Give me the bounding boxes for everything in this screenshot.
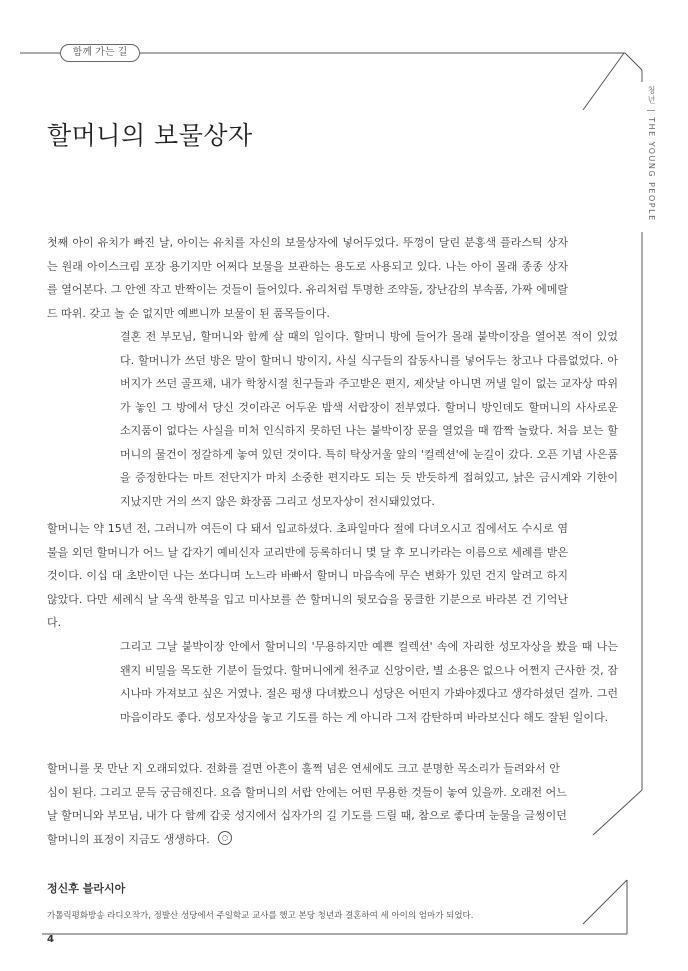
page-number: 4: [47, 934, 54, 945]
paragraph-5-container: [47, 757, 568, 851]
paragraph-5: 할머니를 못 만난 지 오래되었다. 전화를 걸면 아흔이 훌쩍 넘은 연세에도 크고 분명한 목소리가 들려와서 안심이 된다. 그리고 문득 궁금해진다. 요즘 할머니의 서랍 안에는 어떤 무용한 것들이 놓여 있을까. 오래전 어느 날 할머니와 부모님, 내가 다 함께 갑곶 성지에서 십자가의 길 기도를 드릴 때, 참으로 좋다며 눈물을 글썽이던 할머니의 표정이 지금도 생생하다.: [47, 762, 567, 846]
article-title: 할머니의 보물상자: [47, 121, 253, 150]
end-mark-icon: [218, 831, 232, 845]
side-label: 청년 | THE YOUNG PEOPLE: [647, 86, 656, 222]
author-bio: 가톨릭평화방송 라디오작가, 정발산 성당에서 주일학교 교사를 했고 본당 청년과 결혼하여 세 아이의 엄마가 되었다.: [47, 911, 474, 921]
author-name: 정신후 블라시아: [47, 882, 126, 895]
paragraph-2-indented: 결혼 전 부모님, 할머니와 함께 살 때의 일이다. 할머니 방에 들어가 몰래 붙박이장을 열어본 적이 있었다. 할머니가 쓰던 방은 말이 할머니 방이지, 사실 식구들의 잡동사니를 넣어두는 창고나 다름없었다. 아버지가 쓰던 골프채, 내가 학창시절 친구들과 주고받은 편지, 제삿날 아니면 꺼낼 일이 없는 교자상 따위가 놓인 그 방에서 당신 것이라곤 어두운 밤색 서랍장이 전부였다. 할머니 방인데도 할머니의 사사로운 소지품이 없다는 사실을 미처 인식하지 못하던 나는 붙박이장 문을 열었을 때 깜짝 놀랐다. 처음 보는 할머니의 물건이 정갈하게 놓여 있던 것이다. 특히 탁상거울 앞의 '컬렉션'에 눈길이 갔다. 오픈 기념 사은품을 증정한다는 마트 전단지가 마치 소중한 편지라도 되는 듯 반듯하게 접혀있고, 낡은 금시계와 기한이 지났지만 거의 쓰지 않은 화장품 그리고 성모자상이 전시돼있었다.: [120, 330, 618, 508]
section-label: 함께 가는 길: [60, 44, 140, 62]
paragraph-1: 첫째 아이 유치가 빠진 날, 아이는 유치를 자신의 보물상자에 넣어두었다. 뚜껑이 달린 분홍색 플라스틱 상자는 원래 아이스크림 포장 용기지만 어쩌다 보물을 보관하는 용도로 사용되고 있다. 나는 아이 몰래 종종 상자를 열어본다. 그 안엔 작고 반짝이는 것들이 들어있다. 유리처럼 투명한 조약돌, 장난감의 부속품, 가짜 에메랄드 따위. 갖고 놀 순 없지만 예쁘니까 보물이 된 품목들이다.: [47, 236, 568, 320]
paragraph-3: 할머니는 약 15년 전, 그러니까 여든이 다 돼서 입교하셨다. 초파일마다 절에 다녀오시고 집에서도 수시로 염불을 외던 할머니가 어느 날 갑자기 예비신자 교리반에 등록하더니 몇 달 후 모니카라는 이름으로 세례를 받은 것이다. 이십 대 초반이던 나는 쏘다니며 노느라 바빠서 할머니 마음속에 무슨 변화가 있던 건지 알려고 하지 않았다. 다만 세례식 날 옥색 한복을 입고 미사보를 쓴 할머니의 뒷모습을 뭉클한 기분으로 바라본 건 기억난다.: [47, 522, 568, 629]
paragraph-4-indented: 그리고 그날 붙박이장 안에서 할머니의 '무용하지만 예쁜 컬렉션' 속에 자리한 성모자상을 봤을 때 나는 왠지 비밀을 목도한 기분이 들었다. 할머니에게 천주교 신앙이란, 별 소용은 없으나 어쩐지 근사한 것, 잠시나마 가져보고 싶은 거였나. 절은 평생 다녀봤으니 성당은 어떤지 가봐야겠다고 생각하셨던 걸까. 그런 마음이라도 좋다. 성모자상을 놓고 기도를 하는 게 아니라 그저 감탄하며 바라보신다 해도 잘된 일이다.: [120, 640, 618, 724]
